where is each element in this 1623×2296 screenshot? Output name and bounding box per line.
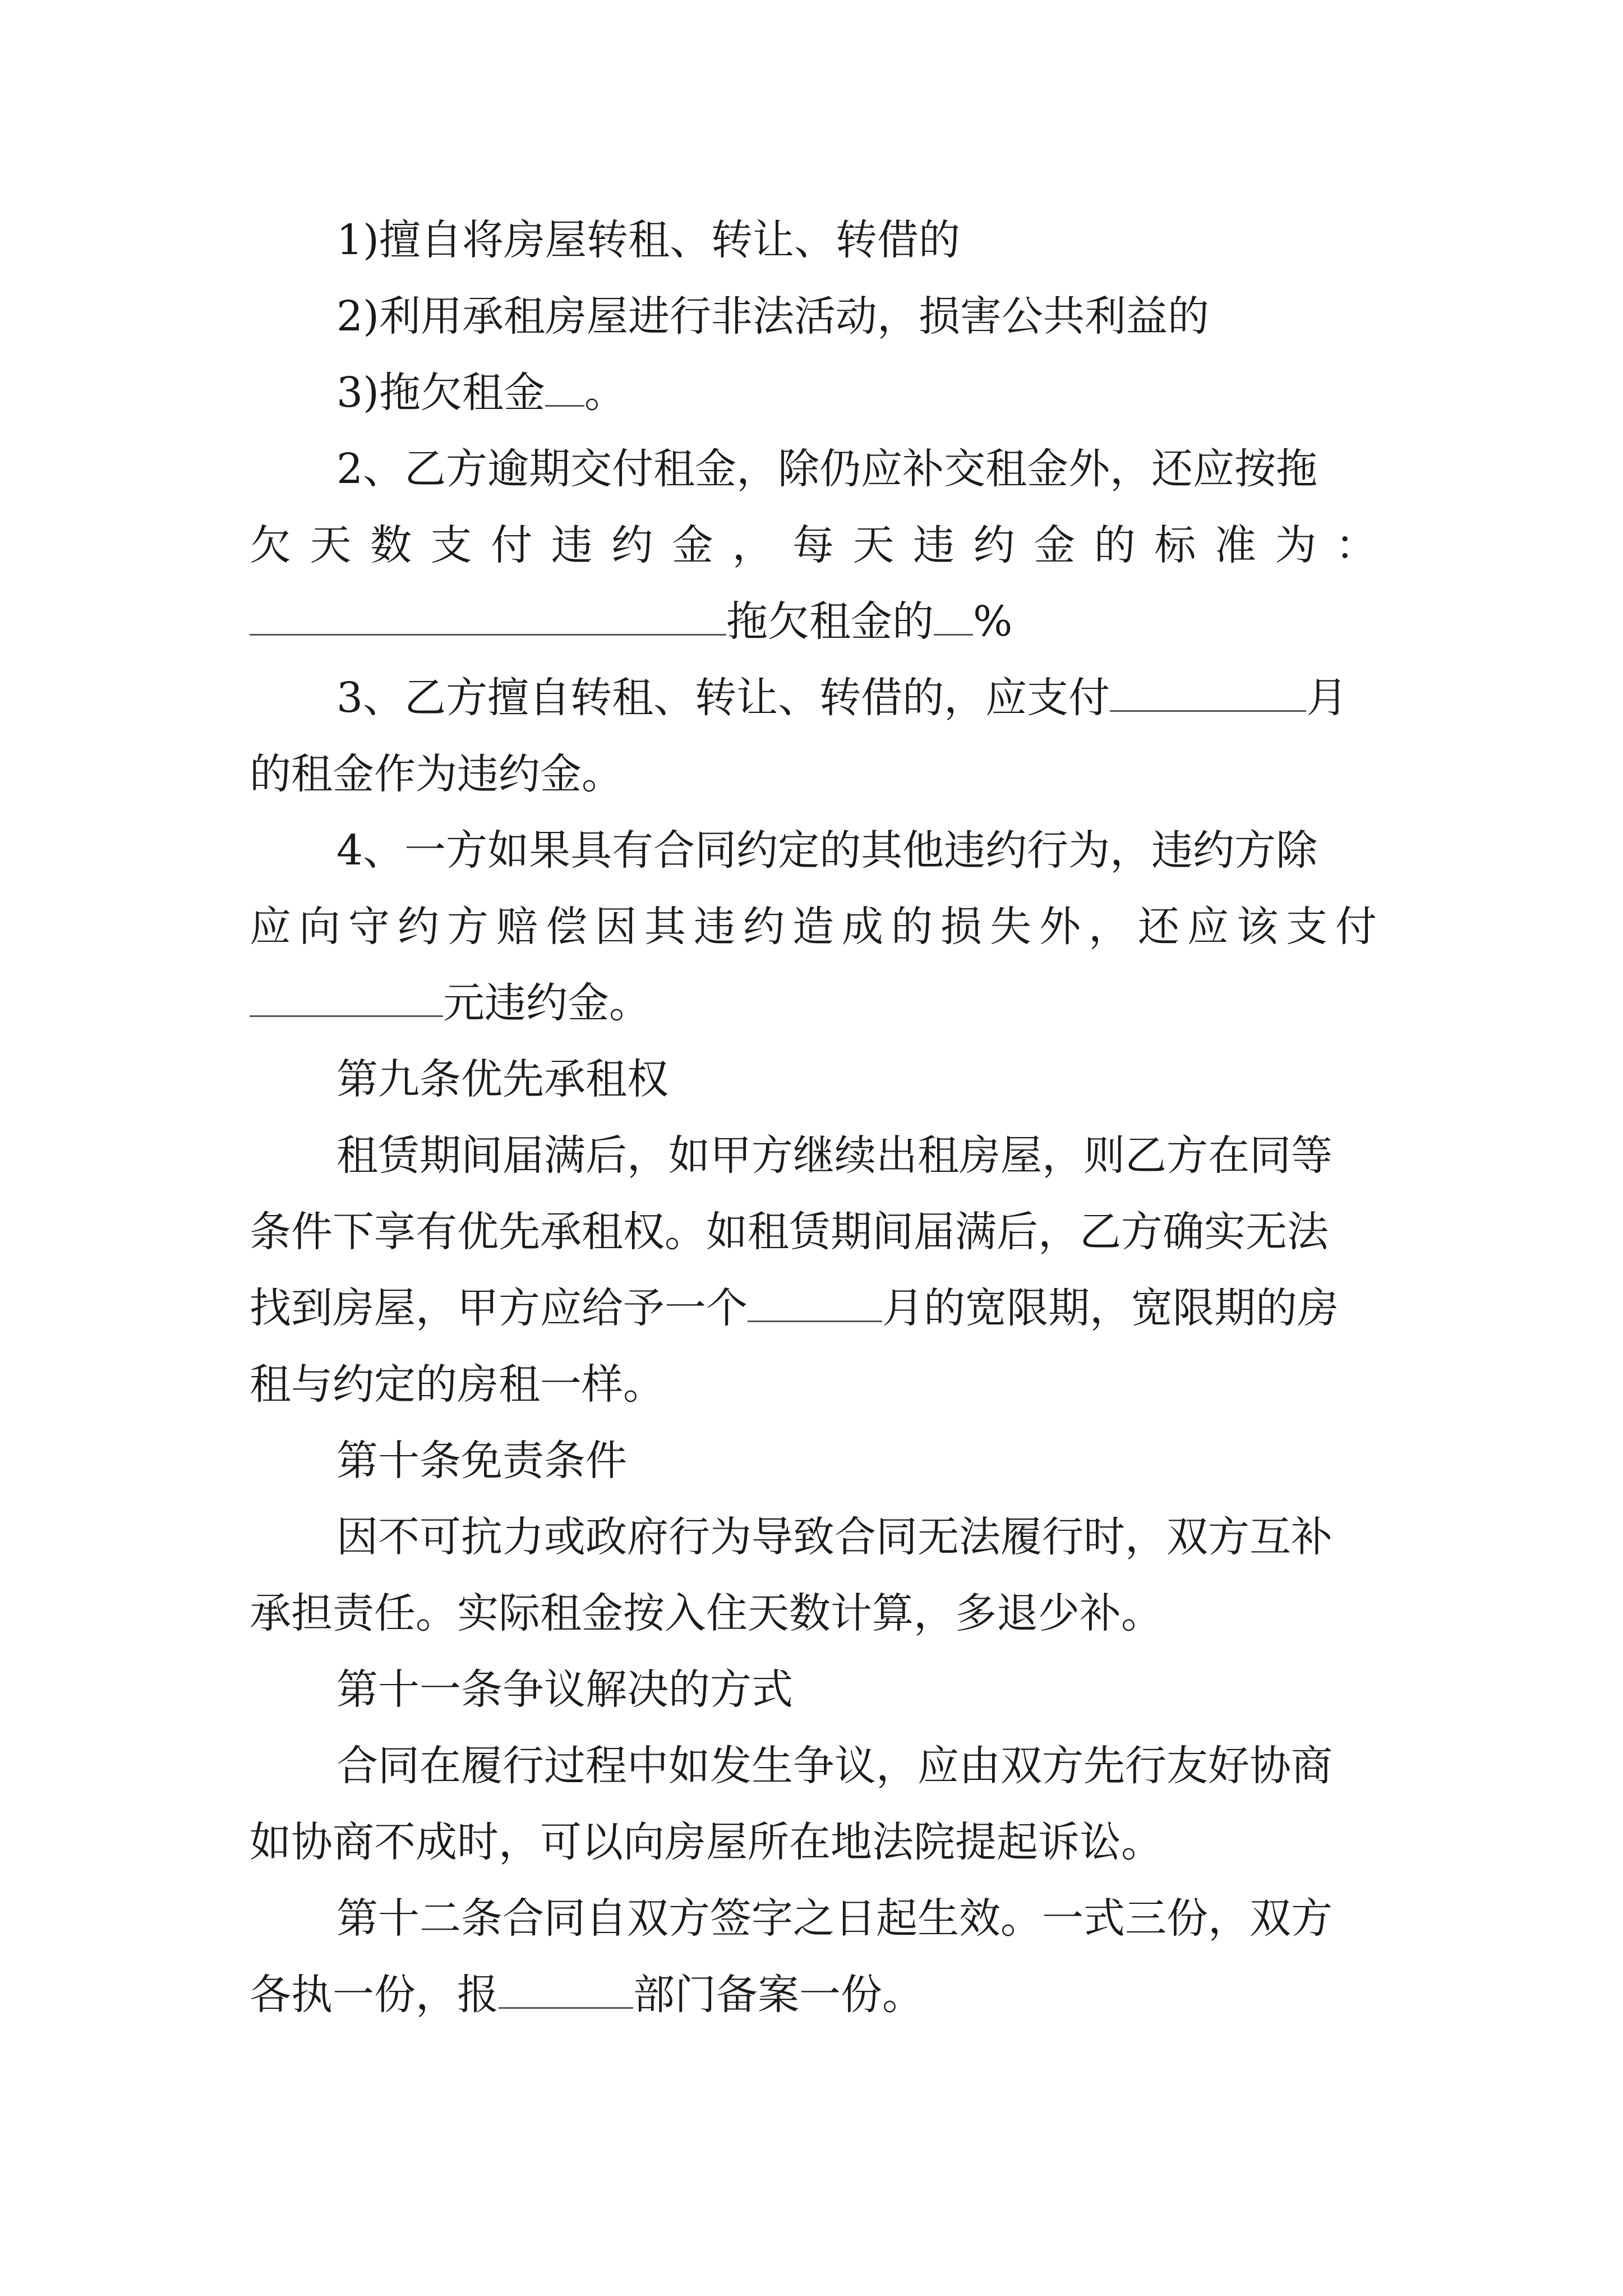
clause-line [336,355,626,431]
text: 。 [584,369,626,417]
text: 租与约定的房租一样。 [250,1360,665,1409]
clause-line [250,965,651,1041]
text: 月的宽限期，宽限期的房 [882,1284,1339,1332]
blank-field [250,600,726,636]
text: 3)拖欠租金 [336,369,545,417]
blank-field [499,1973,633,2009]
text: 的租金作为违约金。 [250,750,623,798]
section-heading [336,1423,627,1499]
clause-line [250,583,1012,660]
text: 拖欠租金的 [726,597,934,646]
blank-field [748,1287,882,1322]
clause-line [250,1804,1163,1880]
clause-line [336,431,1317,507]
text: 各执一份，报 [250,1971,499,2019]
text: 租赁期间届满后，如甲方继续出租房屋，则乙方在同等 [336,1131,1332,1180]
text: 如协商不成时，可以向房屋所在地法院提起诉讼。 [250,1818,1163,1866]
text: 找到房屋，甲方应给予一个 [250,1284,748,1332]
clause-line [336,1880,1332,1957]
clause-line [336,660,1348,736]
text: 欠天数支付违约金，每天违约金的标准为： [250,521,1377,569]
clause-line [250,1194,1329,1270]
text: 承担责任。实际租金按入住天数计算，多退少补。 [250,1589,1163,1637]
blank-field [250,982,443,1017]
text: 合同在履行过程中如发生争议，应由双方先行友好协商 [336,1742,1332,1790]
blank-field [934,600,973,636]
clause-line [336,1117,1332,1194]
blank-field [1110,677,1306,712]
text: 第十一条争议解决的方式 [336,1665,793,1714]
text: 第十二条合同自双方签字之日起生效。一式三份，双方 [336,1894,1332,1943]
text: 1)擅自将房屋转租、转让、转借的 [336,216,960,264]
text: 月 [1306,674,1348,722]
clause-line [336,278,1209,355]
text: 3、乙方擅自转租、转让、转借的，应支付 [336,674,1110,722]
text: 4、一方如果具有合同约定的其他违约行为，违约方除 [336,826,1318,875]
section-heading [336,1651,793,1728]
clause-line [250,1346,665,1423]
clause-line [250,889,1377,965]
text: 条件下享有优先承租权。如租赁期间届满后，乙方确实无法 [250,1208,1329,1256]
clause-line [250,736,623,812]
text: 2、乙方逾期交付租金，除仍应补交租金外，还应按拖 [336,445,1318,493]
text: 应向守约方赔偿因其违约造成的损失外，还应该支付 [250,903,1377,951]
text: % [973,597,1013,646]
blank-field [545,371,584,407]
text: 第九条优先承租权 [336,1055,668,1103]
text: 元违约金。 [443,979,651,1027]
clause-line [250,1270,1339,1346]
clause-line [336,1728,1332,1804]
clause-line [336,1499,1332,1575]
clause-line [250,507,1377,583]
section-heading [336,1041,668,1117]
clause-line [336,202,960,278]
text: 部门备案一份。 [633,1971,924,2019]
clause-line [250,1575,1163,1651]
text: 2)利用承租房屋进行非法活动，损害公共利益的 [336,292,1209,341]
clause-line [250,1957,924,2033]
clause-line [336,812,1317,889]
text: 第十条免责条件 [336,1437,627,1485]
text: 因不可抗力或政府行为导致合同无法履行时，双方互补 [336,1513,1332,1561]
